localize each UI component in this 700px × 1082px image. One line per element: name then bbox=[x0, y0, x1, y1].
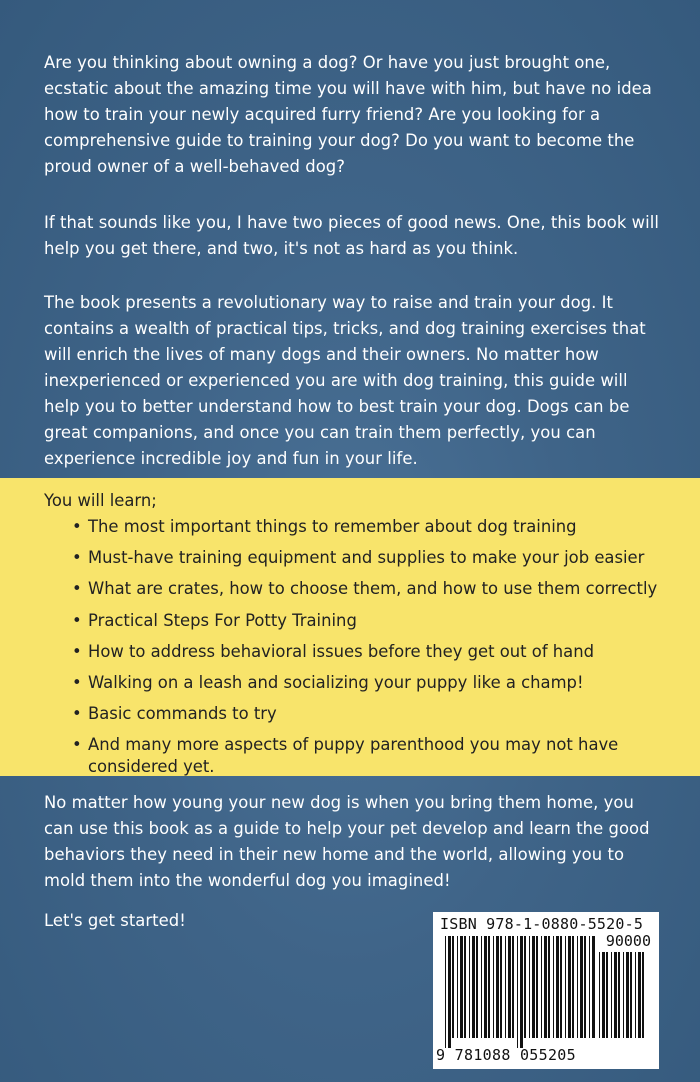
barcode-bar bbox=[584, 936, 586, 1038]
barcode-bar bbox=[484, 936, 487, 1038]
barcode-bar bbox=[599, 952, 600, 1038]
barcode-bar bbox=[500, 936, 502, 1038]
list-item-text: What are crates, how to choose them, and how to use them correctly bbox=[88, 579, 658, 599]
bullet-icon: • bbox=[72, 610, 82, 630]
barcode-bar bbox=[630, 952, 632, 1038]
barcode-bar bbox=[568, 936, 571, 1038]
list-item-text: Walking on a leash and socializing your puppy like a champ! bbox=[88, 672, 584, 692]
isbn-label: ISBN 978-1-0880-5520-5 bbox=[440, 915, 644, 933]
barcode-bar bbox=[589, 936, 590, 1038]
barcode-bar bbox=[505, 936, 506, 1038]
isbn-barcode bbox=[433, 912, 659, 1069]
learn-title: You will learn; bbox=[44, 491, 157, 510]
barcode-bar bbox=[469, 936, 470, 1038]
price-addon: 90000 bbox=[605, 932, 651, 950]
barcode-bar bbox=[611, 952, 612, 1038]
barcode-bar bbox=[457, 936, 458, 1038]
closing-paragraph: No matter how young your new dog is when you bring them home, you can use this book as a guide to help your pet develop and learn the good behaviors they need in their new home and the world, allowing you to mold them into the wonderful dog you imagined! bbox=[44, 793, 650, 890]
barcode-bar bbox=[460, 936, 463, 1038]
list-item-text: And many more aspects of puppy parenthood you may not have considered yet. bbox=[88, 735, 619, 777]
barcode-bar bbox=[572, 936, 574, 1038]
barcode-bar bbox=[452, 936, 454, 1038]
barcode-bar bbox=[541, 936, 542, 1038]
list-item bbox=[72, 547, 682, 569]
list-item-text: The most important things to remember about dog training bbox=[88, 517, 577, 536]
barcode-bar bbox=[496, 936, 499, 1038]
barcode-bar bbox=[524, 936, 526, 1038]
bullet-icon: • bbox=[72, 704, 82, 724]
barcode-bar bbox=[464, 936, 466, 1038]
bullet-icon: • bbox=[72, 672, 82, 692]
barcode-bar bbox=[580, 936, 583, 1038]
barcode-bar bbox=[481, 936, 482, 1038]
barcode-bar bbox=[626, 952, 629, 1038]
list-item bbox=[72, 578, 682, 600]
barcode-bar bbox=[488, 936, 490, 1038]
barcode-bar bbox=[560, 936, 562, 1038]
ean-digits: 9 781088 055205 bbox=[436, 1046, 576, 1064]
barcode-bar bbox=[532, 936, 535, 1038]
ean-barcode-bars bbox=[445, 936, 595, 1048]
barcode-bar bbox=[472, 936, 475, 1038]
learn-section bbox=[0, 478, 700, 776]
barcode-bar bbox=[618, 952, 620, 1038]
bullet-icon: • bbox=[72, 517, 82, 536]
intro-paragraph-1: Are you thinking about owning a dog? Or have you just brought one, ecstatic about the amazing time you will have with him, but have no idea how to train your newly acquired furry friend? Are you looking for a comprehensive guide to training your dog? Do you want to become the proud owner of a well-behaved dog? bbox=[44, 53, 652, 176]
barcode-bar bbox=[520, 936, 523, 1048]
bullet-icon: • bbox=[72, 735, 82, 755]
list-item-text: Practical Steps For Potty Training bbox=[88, 610, 357, 630]
bullet-icon: • bbox=[72, 641, 82, 661]
addon-barcode-bars bbox=[599, 952, 645, 1048]
bullet-icon: • bbox=[72, 579, 82, 599]
list-item bbox=[72, 672, 682, 694]
barcode-bar bbox=[493, 936, 494, 1038]
barcode-bar bbox=[635, 952, 636, 1038]
intro-paragraph-2: If that sounds like you, I have two pieces of good news. One, this book will help you get there, and two, it's not as hard as you think. bbox=[44, 213, 659, 258]
barcode-bar bbox=[445, 936, 446, 1048]
list-item-text: Must-have training equipment and supplies to make your job easier bbox=[88, 548, 645, 568]
barcode-bar bbox=[577, 936, 578, 1038]
barcode-bar bbox=[556, 936, 559, 1038]
barcode-bar bbox=[614, 952, 617, 1038]
barcode-bar bbox=[553, 936, 554, 1038]
barcode-bar bbox=[536, 936, 538, 1038]
barcode-bar bbox=[642, 952, 644, 1038]
barcode-bar bbox=[623, 952, 624, 1038]
barcode-bar bbox=[517, 936, 518, 1048]
list-item bbox=[72, 641, 682, 663]
barcode-bar bbox=[602, 952, 605, 1038]
call-to-action: Let's get started! bbox=[44, 911, 186, 930]
learn-list bbox=[72, 516, 682, 788]
barcode-bar bbox=[638, 952, 641, 1038]
barcode-bar bbox=[529, 936, 530, 1038]
list-item bbox=[72, 516, 682, 538]
barcode-bar bbox=[512, 936, 514, 1038]
list-item-text: Basic commands to try bbox=[88, 704, 277, 724]
barcode-bar bbox=[606, 952, 608, 1038]
barcode-bar bbox=[476, 936, 478, 1038]
bullet-icon: • bbox=[72, 548, 82, 568]
barcode-bar bbox=[508, 936, 511, 1038]
barcode-bar bbox=[544, 936, 547, 1038]
list-item bbox=[72, 734, 682, 778]
list-item bbox=[72, 703, 682, 725]
barcode-bar bbox=[548, 936, 550, 1038]
barcode-bar bbox=[448, 936, 451, 1048]
barcode-bar bbox=[592, 936, 595, 1038]
list-item-text: How to address behavioral issues before they get out of hand bbox=[88, 641, 595, 661]
intro-paragraph-3: The book presents a revolutionary way to raise and train your dog. It contains a wealth of practical tips, tricks, and dog training exercises that will enrich the lives of many dogs and their owners. No matter how inexperienced or experienced you are with dog training, this guide will help you to better understand how to best train your dog. Dogs can be great companions, and once you can train them perfectly, you can experience incredible joy and fun in your life. bbox=[44, 293, 646, 468]
list-item bbox=[72, 610, 682, 632]
barcode-bar bbox=[565, 936, 566, 1038]
